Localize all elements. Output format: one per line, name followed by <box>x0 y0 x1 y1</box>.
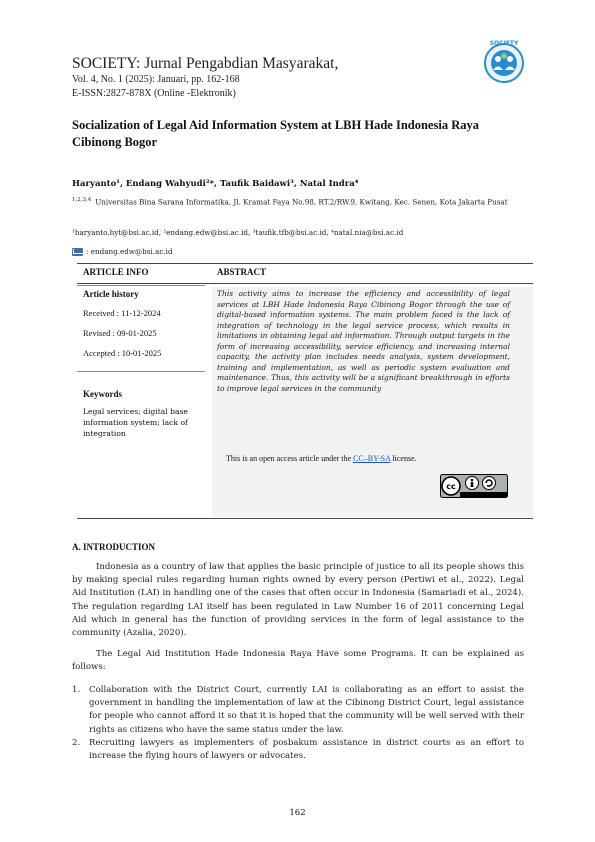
author-emails: ¹haryanto.hyt@bsi.ac.id, ²endang.edw@bsi.ac.id, ³taufik.tfb@bsi.ac.id, ⁴natal.nia@bsi.ac.id <box>72 228 404 237</box>
table-header-rule <box>77 283 533 284</box>
list-text: Recruiting lawyers as implementers of posbakum assistance in district courts as an effort to increase the flying hours of lawyers or advocates. <box>89 737 524 762</box>
abstract-text: This activity aims to increase the efficiency and accessibility of legal services at LBH Hade Indonesia Raya Cibinong Bogor through the use of digital-based information systems. The main problem faced is the lack of integration of technology in the legal service process, which results in limitations in obtaining legal aid information. Through output targets in the form of increasing accessibility, service efficiency, and increasing internal capacity, the activity plan includes needs analysis, system development, training and implementation, as well as periodic system evaluation and maintenance. Thus, this activity will be a significant breakthrough in efforts to improve legal services in the community <box>217 289 510 393</box>
cc-by-sa-badge-icon[interactable] <box>440 474 508 498</box>
license-suffix: license. <box>390 454 417 463</box>
affiliation-text: Universitas Bina Sarana Informatika, Jl. Kramat Faya No.98, RT.2/RW.9, Kwitang, Kec. Senen, Kota Jakarta Pusat <box>95 197 508 207</box>
intro-paragraph-1 <box>72 561 524 640</box>
list-item <box>72 737 524 763</box>
abstract-header: ABSTRACT <box>217 267 267 277</box>
keywords-text: Legal services; digital base information system; lack of integration <box>83 407 188 438</box>
keywords-divider <box>77 371 205 372</box>
section-heading-introduction: A. INTRODUCTION <box>72 542 156 552</box>
article-history-label: Article history <box>83 289 139 299</box>
affiliation <box>72 195 524 207</box>
info-divider <box>77 285 205 286</box>
list-number: 1. <box>72 685 81 695</box>
received-date: Received : 11-12-2024 <box>83 308 161 318</box>
journal-logo <box>481 38 527 84</box>
list-item <box>72 684 524 737</box>
journal-issn: E-ISSN:2827-878X (Online -Elektronik) <box>72 88 236 99</box>
program-list <box>72 684 524 763</box>
paper-title: Socialization of Legal Aid Information System at LBH Hade Indonesia Raya Cibinong Bogor <box>72 118 479 149</box>
intro-paragraph-1-text: Indonesia as a country of law that applies the basic principle of justice to all its people shows this by making special rules regarding human rights owned by every person (Pertiwi et al., 2022). Legal Aid Institution (LAI) in handling one of the cases that often occur in Indonesia (Samariadi et al., 2024). The regulation regarding LAI itself has been regulated in Law Number 16 of 2011 concerning Legal Aid which in general has the function of providing services in the form of legal assistance to the community (Azalia, 2020). <box>72 562 524 639</box>
page-number: 162 <box>289 808 306 818</box>
journal-title: SOCIETY: Jurnal Pengabdian Masyarakat, <box>72 55 339 72</box>
list-text: Collaboration with the District Court, currently LAI is collaborating as an effort to assist the government in handling the implementation of law at the Cibinong District Court, legal assistance for people who cannot afford it so that it is hoped that the community will be well served with their rights as citizens who have the same status under the law. <box>89 685 524 735</box>
corresponding-email <box>72 246 173 257</box>
revised-date: Revised : 09-01-2025 <box>83 328 157 338</box>
table-bottom-rule <box>77 518 533 519</box>
author-list: Haryanto¹, Endang Wahyudi²*, Taufik Baidawi³, Natal Indra⁴ <box>72 179 359 189</box>
table-top-rule <box>77 263 533 264</box>
list-number: 2. <box>72 737 81 748</box>
license-statement <box>226 454 417 463</box>
logo-text: SOCIETY <box>489 40 519 47</box>
article-info-header: ARTICLE INFO <box>83 267 149 277</box>
journal-volume: Vol. 4, No. 1 (2025): Januari, pp. 162-168 <box>72 74 240 85</box>
corresponding-email-text[interactable]: : endang.edw@bsi.ac.id <box>86 247 173 256</box>
envelope-icon <box>72 248 83 256</box>
svg-text:cc: cc <box>446 482 456 491</box>
affiliation-marks: 1,2,3,4 <box>72 197 92 203</box>
intro-paragraph-2 <box>72 648 524 674</box>
license-prefix: This is an open access article under the <box>226 454 354 463</box>
license-link[interactable]: CC–BY-SA <box>353 454 391 463</box>
intro-paragraph-2-text: The Legal Aid Institution Hade Indonesia Raya Have some Programs. It can be explained as follows: <box>72 649 524 673</box>
keywords-label: Keywords <box>83 389 122 399</box>
accepted-date: Accepted : 10-01-2025 <box>83 348 162 358</box>
